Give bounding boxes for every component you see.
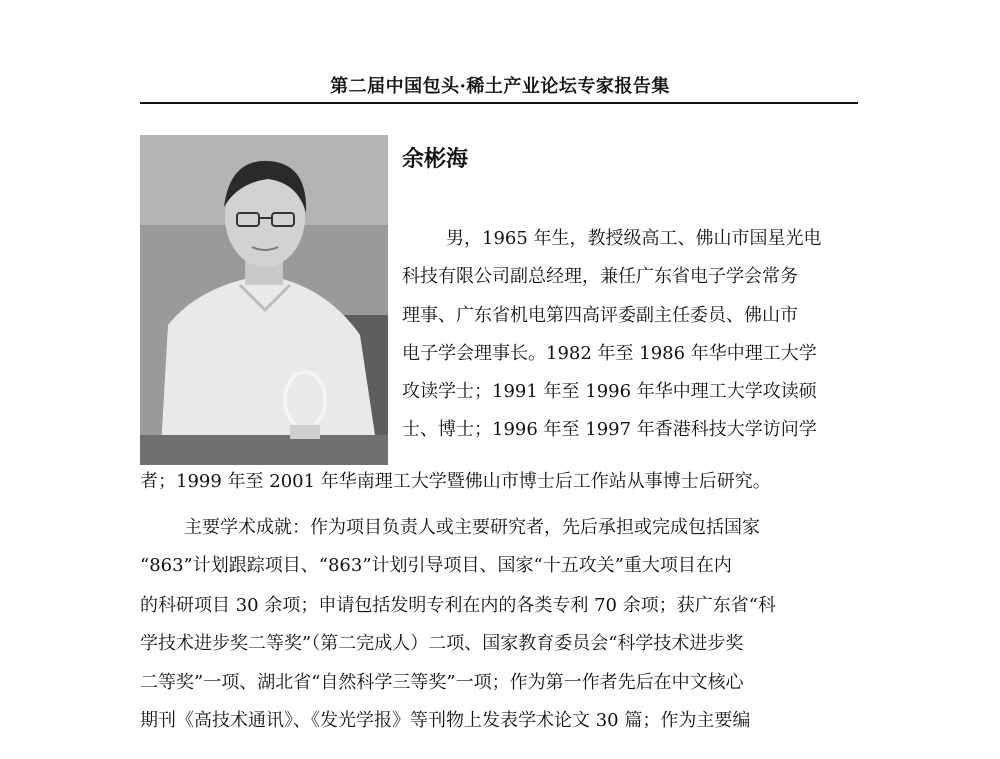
bio-line: 男，1965 年生，教授级高工、佛山市国星光电 [446, 228, 822, 249]
achievements-line: 二等奖”一项、湖北省“自然科学三等奖”一项；作为第一作者先后在中文核心 [140, 672, 744, 693]
profile-name: 余彬海 [402, 146, 469, 172]
achievements-line: 主要学术成就：作为项目负责人或主要研究者，先后承担或完成包括国家 [184, 517, 760, 538]
bio-line: 理事、广东省机电第四高评委副主任委员、佛山市 [402, 304, 798, 326]
achievements-line: 的科研项目 30 余项；申请包括发明专利在内的各类专利 70 余项；获广东省“科 [140, 595, 776, 616]
achievements-line: 学技术进步奖二等奖”（第二完成人）二项、国家教育委员会“科学技术进步奖 [140, 633, 744, 654]
bio-line: 士、博士；1996 年至 1997 年香港科技大学访问学 [402, 419, 817, 441]
bio-line: 电子学会理事长。1982 年至 1986 年华中理工大学 [402, 342, 817, 364]
achievements-line: 期刊《高技术通讯》、《发光学报》等刊物上发表学术论文 30 篇；作为主要编 [140, 710, 751, 731]
achievements-line: “863”计划跟踪项目、“863”计划引导项目、国家“十五攻关”重大项目在内 [140, 555, 732, 576]
profile-bio [402, 220, 862, 450]
bio-line: 攻读学士；1991 年至 1996 年华中理工大学攻读硕 [402, 381, 817, 403]
page-header: 第二届中国包头·稀土产业论坛专家报告集 [330, 76, 670, 97]
portrait-photo [140, 135, 388, 465]
bio-tail: 者；1999 年至 2001 年华南理工大学暨佛山市博士后工作站从事博士后研究。 [140, 471, 771, 492]
bio-line: 科技有限公司副总经理，兼任广东省电子学会常务 [402, 266, 798, 288]
header-rule [140, 102, 858, 104]
